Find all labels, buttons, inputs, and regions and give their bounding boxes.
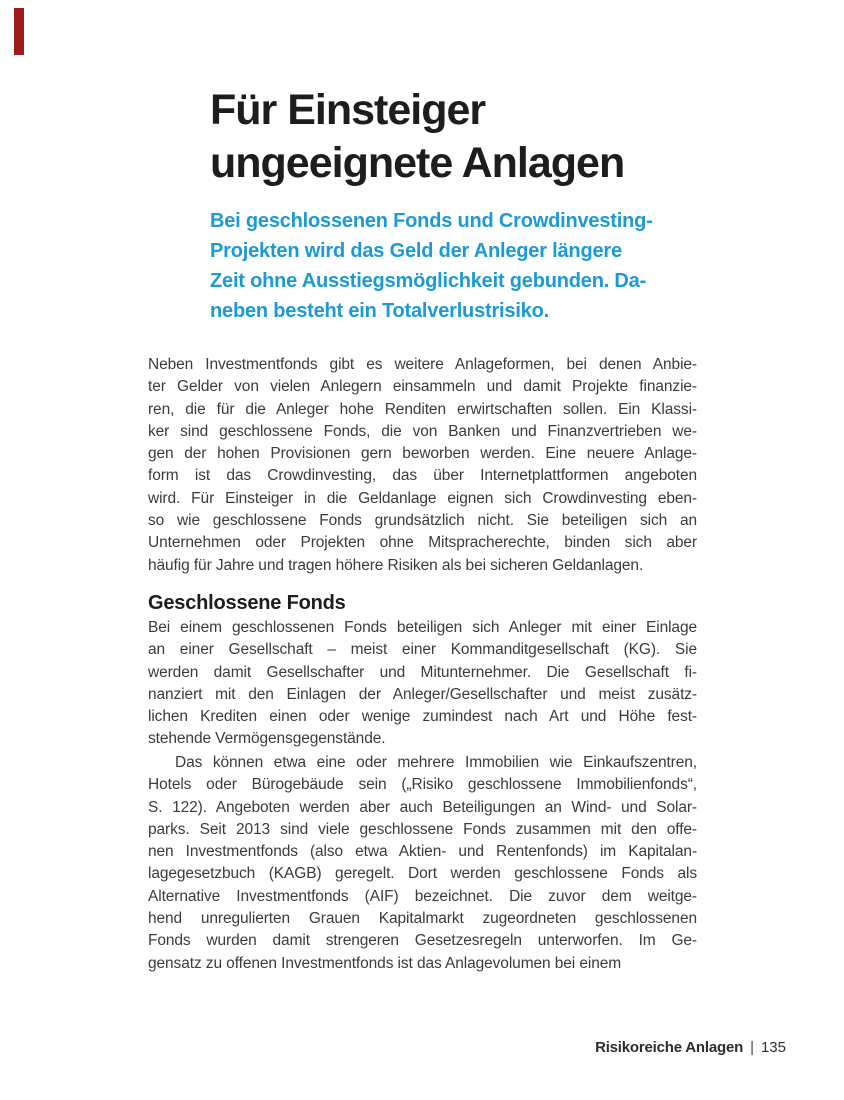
- text-line: gen der hohen Provisionen gern beworben werden. Eine neuere Anlage-: [148, 445, 697, 463]
- text-line: häufig für Jahre und tragen höhere Risiken als bei sicheren Geldanlagen.: [148, 556, 644, 574]
- footer-page-number: 135: [760, 1039, 786, 1056]
- text-line: Fonds wurden damit strengeren Gesetzesregeln unterworfen. Im Ge-: [148, 932, 697, 950]
- page-title: [210, 84, 770, 190]
- lede-paragraph: [210, 206, 720, 326]
- text-line: ren, die für die Anleger hohe Renditen erwirtschaften sollen. Ein Klassi-: [148, 400, 697, 418]
- text-line: lichen Krediten einen oder wenige zumindest nach Art und Höhe fest-: [148, 708, 697, 726]
- text-line: Bei einem geschlossenen Fonds beteiligen sich Anleger mit einer Einlage: [148, 619, 697, 636]
- text-line: S. 122). Angeboten werden aber auch Beteiligungen an Wind- und Solar-: [148, 798, 697, 816]
- text-line: Hotels oder Bürogebäude sein („Risiko geschlossene Immobilienfonds“,: [148, 776, 697, 794]
- page-footer: [595, 1039, 786, 1057]
- text-line: Für Einsteiger: [210, 86, 486, 134]
- intro-paragraph: [148, 354, 697, 577]
- text-line: nanziert mit den Einlagen der Anleger/Gesellschafter und meist zusätz-: [148, 685, 697, 703]
- text-line: ungeeignete Anlagen: [210, 139, 625, 187]
- text-line: hend unregulierten Grauen Kapitalmarkt zugeordneten geschlossenen: [148, 910, 697, 928]
- text-line: Projekten wird das Geld der Anleger längere: [210, 240, 622, 262]
- text-line: gensatz zu offenen Investmentfonds ist das Anlagevolumen bei einem: [148, 954, 622, 972]
- text-line: Neben Investmentfonds gibt es weitere Anlageformen, bei denen Anbie-: [148, 356, 697, 373]
- text-line: ker sind geschlossene Fonds, die von Banken und Finanzvertrieben we-: [148, 422, 697, 440]
- text-line: an einer Gesellschaft – meist einer Kommanditgesellschaft (KG). Sie: [148, 641, 697, 659]
- text-line: Unternehmen oder Projekten ohne Mitspracherechte, binden sich aber: [148, 534, 697, 552]
- text-line: so wie geschlossene Fonds grundsätzlich nicht. Sie beteiligen sich an: [148, 512, 697, 530]
- text-line: Das können etwa eine oder mehrere Immobilien wie Einkaufszentren,: [175, 754, 697, 771]
- footer-chapter-label: Risikoreiche Anlagen: [595, 1039, 744, 1056]
- text-line: Bei geschlossenen Fonds und Crowdinvesting-: [210, 210, 653, 232]
- text-line: parks. Seit 2013 sind viele geschlossene Fonds zusammen mit den offe-: [148, 820, 697, 838]
- text-line: Alternative Investmentfonds (AIF) bezeichnet. Die zuvor dem weitge-: [148, 887, 697, 905]
- section-paragraph-2: [148, 752, 697, 975]
- text-line: nen Investmentfonds (also etwa Aktien- und Rentenfonds) im Kapitalan-: [148, 843, 697, 861]
- text-line: ter Gelder von vielen Anlegern einsammeln und damit Projekte finanzie-: [148, 378, 697, 396]
- text-line: form ist das Crowdinvesting, das über Internetplattformen angeboten: [148, 467, 697, 485]
- text-line: stehende Vermögensgegenstände.: [148, 730, 386, 748]
- section-heading: Geschlossene Fonds: [148, 592, 346, 614]
- text-line: Zeit ohne Ausstiegsmöglichkeit gebunden. Da-: [210, 270, 647, 292]
- text-line: lagegesetzbuch (KAGB) geregelt. Dort werden geschlossene Fonds als: [148, 865, 697, 883]
- chapter-tab-marker: [14, 8, 24, 55]
- section-paragraph-1: [148, 617, 697, 751]
- footer-separator: |: [750, 1039, 754, 1056]
- text-line: werden damit Gesellschafter und Mitunternehmer. Die Gesellschaft fi-: [148, 663, 697, 681]
- text-line: wird. Für Einsteiger in die Geldanlage eignen sich Crowdinvesting eben-: [148, 489, 697, 507]
- text-line: neben besteht ein Totalverlustrisiko.: [210, 300, 549, 322]
